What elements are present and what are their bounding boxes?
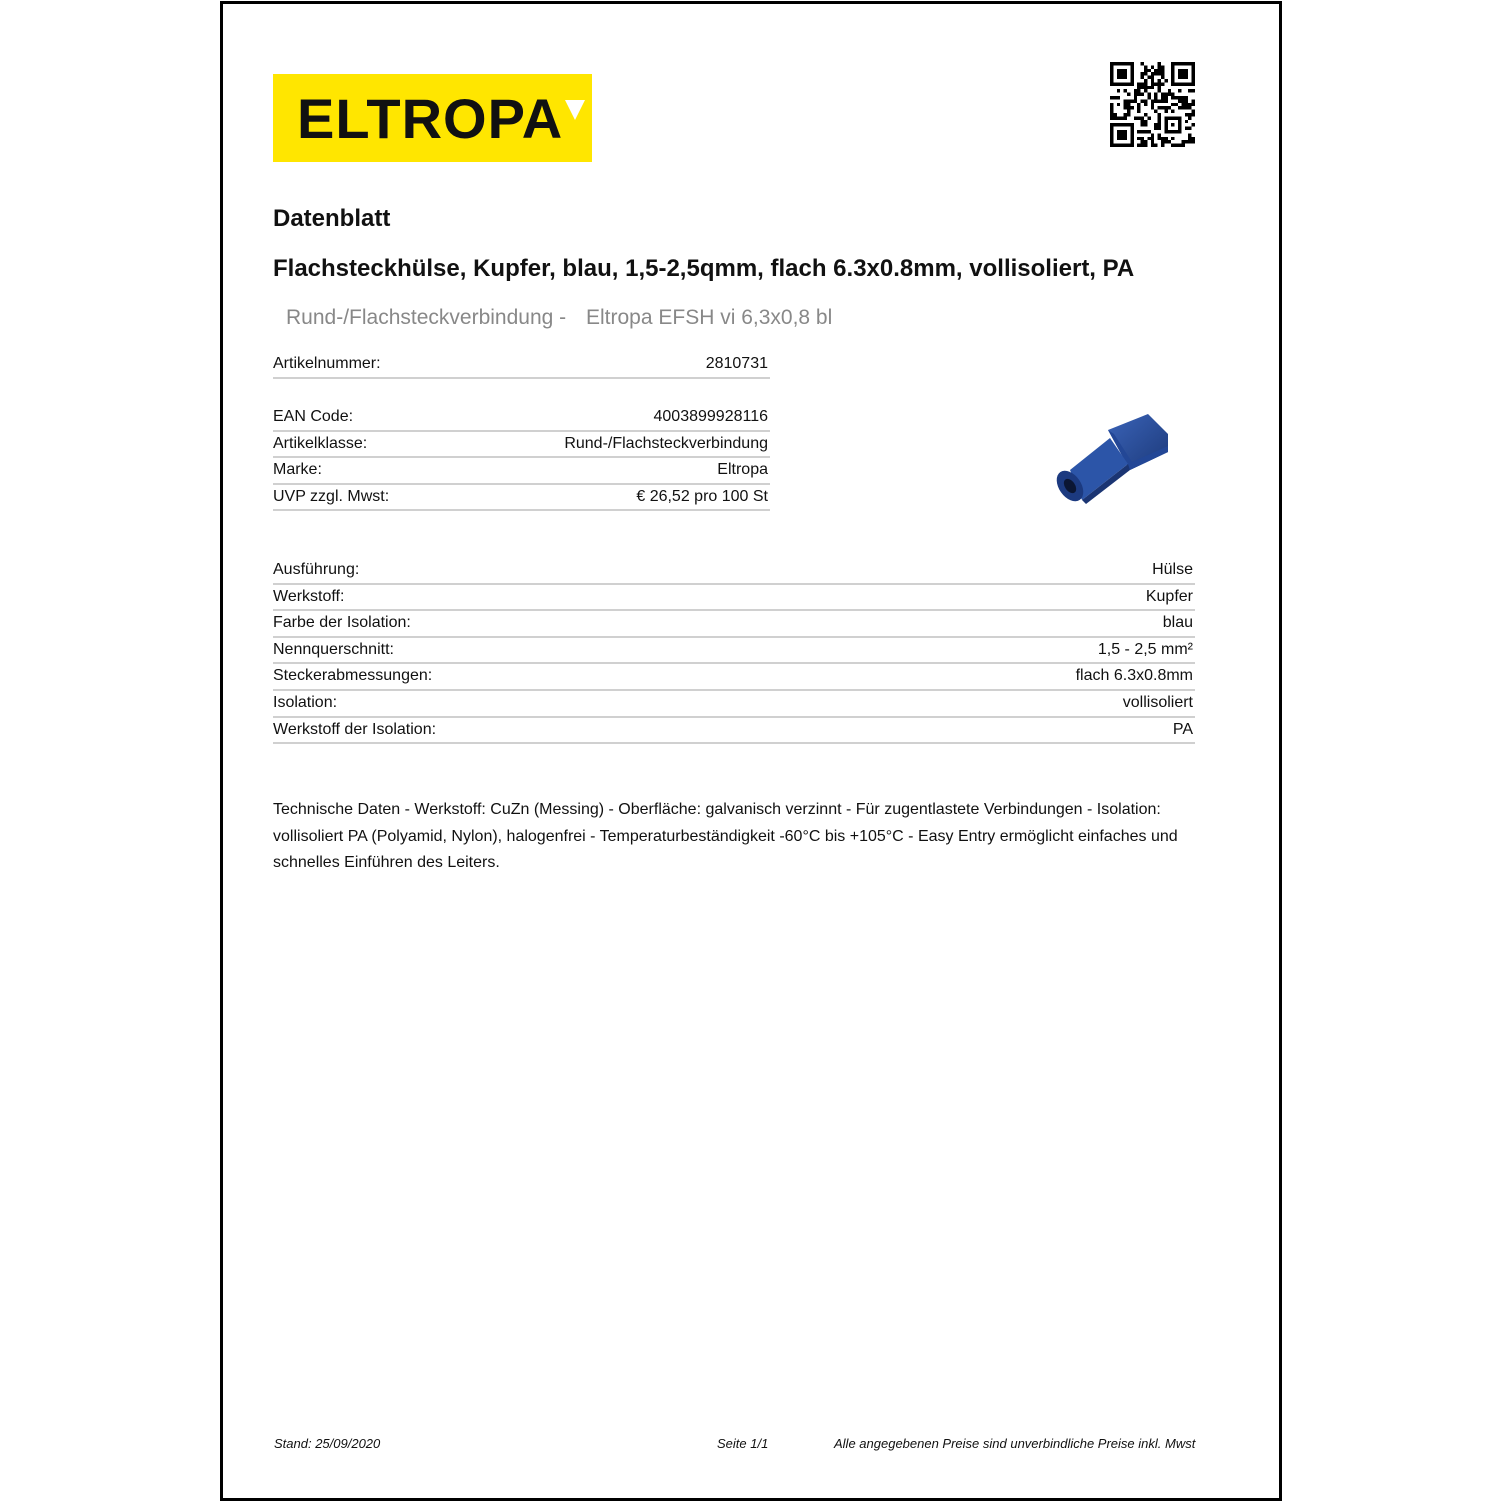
row-label: Steckerabmessungen: <box>273 667 433 685</box>
qr-code-icon <box>1110 62 1195 147</box>
footer-page-number: Seite 1/1 <box>717 1436 769 1451</box>
article-number-table <box>273 352 770 379</box>
specifications-table <box>273 558 1195 744</box>
row-label: Isolation: <box>273 693 338 711</box>
table-row <box>273 458 770 485</box>
article-info-table <box>273 405 770 511</box>
table-row <box>273 585 1195 612</box>
row-value: vollisoliert <box>1122 693 1193 711</box>
row-value: PA <box>1172 720 1193 738</box>
row-value: Rund-/Flachsteckverbindung <box>564 434 768 452</box>
row-value: € 26,52 pro 100 St <box>636 487 768 505</box>
row-label: Werkstoff: <box>273 587 345 605</box>
product-subtitle <box>286 306 846 330</box>
row-label: Artikelnummer: <box>273 355 381 372</box>
footer-date: Stand: 25/09/2020 <box>274 1436 381 1451</box>
row-value: Eltropa <box>717 461 768 479</box>
row-label: Nennquerschnitt: <box>273 640 394 658</box>
table-row <box>273 718 1195 745</box>
table-row <box>273 405 770 432</box>
row-value: 1,5 - 2,5 mm² <box>1097 640 1193 658</box>
document-type-heading: Datenblatt <box>273 205 391 232</box>
eltropa-logo <box>273 74 592 162</box>
row-value: Hülse <box>1152 561 1193 578</box>
table-row <box>273 432 770 459</box>
row-value: blau <box>1162 614 1193 632</box>
table-row <box>273 691 1195 718</box>
row-value: 4003899928116 <box>653 408 768 425</box>
footer-price-note: Alle angegebenen Preise sind unverbindliche Preise inkl. Mwst <box>834 1436 1196 1451</box>
product-title: Flachsteckhülse, Kupfer, blau, 1,5-2,5qmm, flach 6.3x0.8mm, vollisoliert, PA <box>273 255 1135 282</box>
row-label: UVP zzgl. Mwst: <box>273 487 390 505</box>
row-value: flach 6.3x0.8mm <box>1075 667 1193 685</box>
subtitle-class: Rund-/Flachsteckverbindung - <box>286 306 567 329</box>
table-row <box>273 611 1195 638</box>
table-row <box>273 352 770 379</box>
table-row <box>273 558 1195 585</box>
row-label: Werkstoff der Isolation: <box>273 720 437 738</box>
subtitle-model: Eltropa EFSH vi 6,3x0,8 bl <box>585 306 833 329</box>
row-label: EAN Code: <box>273 408 354 425</box>
logo-text: ELTROPA <box>297 87 564 150</box>
row-label: Farbe der Isolation: <box>273 614 411 632</box>
product-image <box>1050 408 1175 508</box>
row-label: Artikelklasse: <box>273 434 368 452</box>
row-label: Marke: <box>273 461 322 479</box>
table-row <box>273 638 1195 665</box>
table-row <box>273 664 1195 691</box>
technical-description: Technische Daten - Werkstoff: CuZn (Messing) - Oberfläche: galvanisch verzinnt - Für zugentlastete Verbindungen - Isolation: vollisoliert PA (Polyamid, Nylon), halogenfrei - Temperaturbeständigkeit -60°C bis +105°C - Easy Entry ermöglicht einfaches und schnelles Einführen des Leiters. <box>273 801 1178 872</box>
row-label: Ausführung: <box>273 561 360 578</box>
logo-triangle-icon <box>565 100 585 120</box>
row-value: Kupfer <box>1145 587 1193 605</box>
table-row <box>273 485 770 512</box>
row-value: 2810731 <box>705 355 768 372</box>
